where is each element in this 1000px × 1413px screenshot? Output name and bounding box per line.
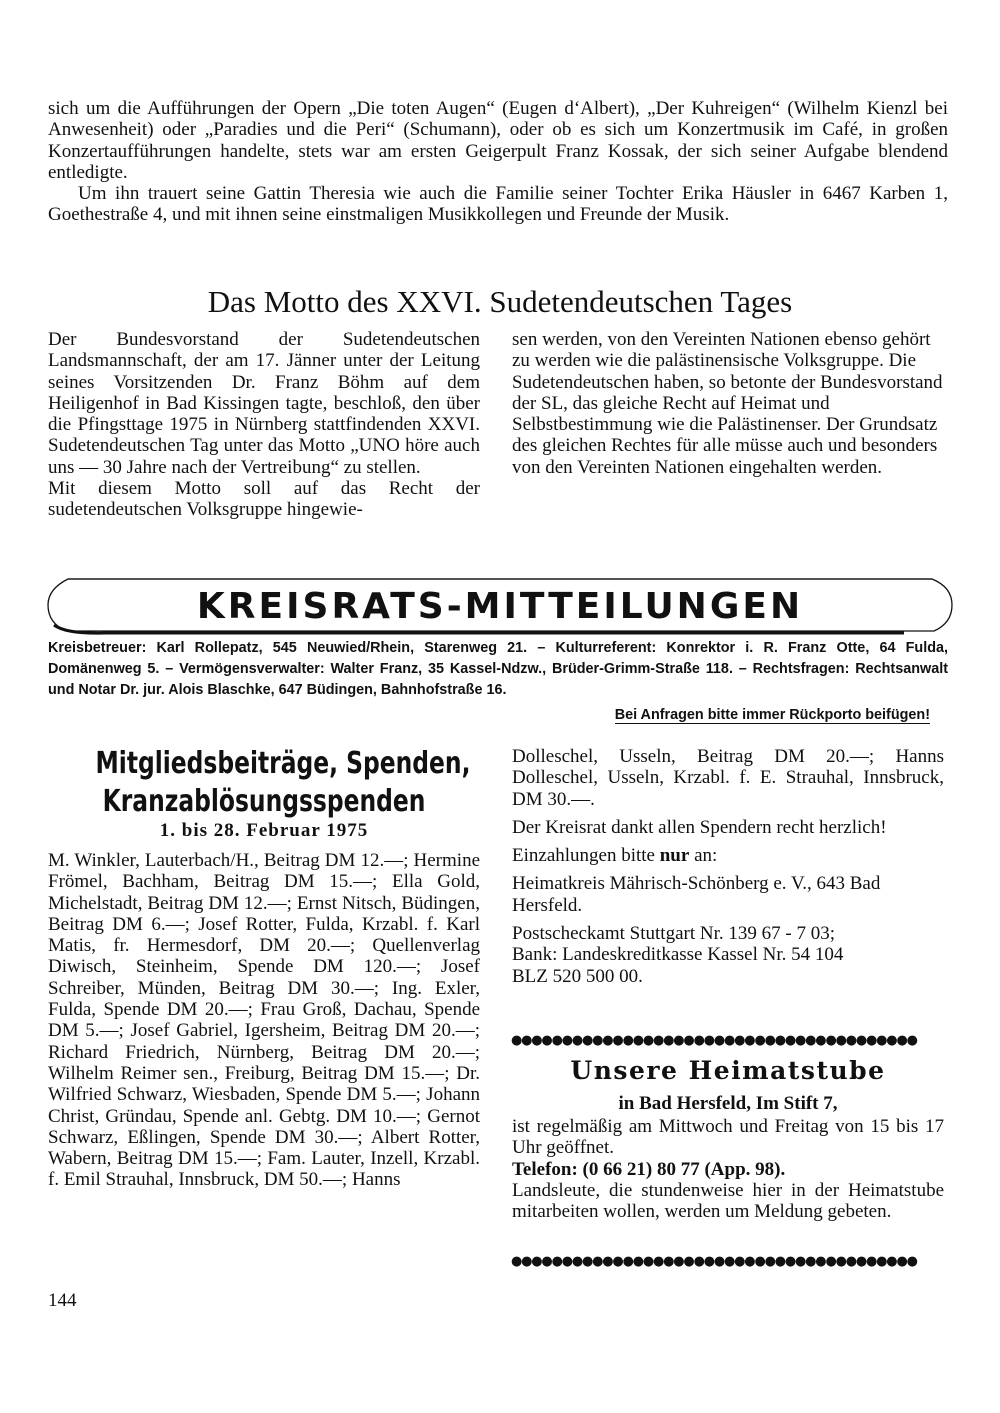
- motto-column-left: [48, 329, 480, 521]
- intro-paragraph: Um ihn trauert seine Gattin Theresia wie auch die Familie seiner Tochter Erika Häusler in 6467 Karben 1, Goethestraße 4, und mit ihnen seine einstmaligen Musikkollegen und Freunde der Musik.: [48, 183, 948, 226]
- dot-divider: ●●●●●●●●●●●●●●●●●●●●●●●●●●●●●●●●●●●●●●●●: [511, 1255, 917, 1269]
- intro-paragraph: sich um die Aufführungen der Opern „Die toten Augen“ (Eugen d‘Albert), „Der Kuhreigen“ (Wilhelm Kienzl bei Anwesenheit) oder „Paradies und die Peri“ (Schumann), oder ob es sich um Konzertmusik im Café, in großen Konzertaufführungen handelte, stets war am ersten Geigerpult Franz Kossak, der sich seiner Aufgabe blendend entledigte.: [48, 98, 948, 183]
- banner-contact-info: Kreisbetreuer: Karl Rollepatz, 545 Neuwied/Rhein, Starenweg 21. – Kulturreferent: Konrektor i. R. Franz Otte, 64 Fulda, Domänenweg 5. – Vermögensverwalter: Walter Franz, 35 Kassel-Ndzw., Brüder-Grimm-Straße 118. – Rechtsfragen: Rechtsanwalt und Notar Dr. jur. Alois Blaschke, 647 Büdingen, Bahnhofstraße 16.: [48, 640, 948, 698]
- motto-heading: Das Motto des XXVI. Sudetendeutschen Tages: [207, 284, 793, 319]
- donations-continued: [512, 746, 944, 987]
- heimatstube-heading: Unsere Heimatstube: [570, 1056, 886, 1085]
- donors-list: M. Winkler, Lauterbach/H., Beitrag DM 12.—; Hermine Frömel, Bachham, Beitrag DM 15.—; Ella Gold, Michelstadt, Beitrag DM 12.—; Ernst Nitsch, Büdingen, Beitrag DM 6.—; Josef Rotter, Fulda, Krzabl. f. Karl Matis, fr. Hermesdorf, DM 20.—; Quellenverlag Diwisch, Steinheim, Spende DM 120.—; Josef Schreiber, Münden, Beitrag DM 30.—; Ing. Exler, Fulda, Spende DM 20.—; Frau Groß, Dachau, Spende DM 5.—; Josef Gabriel, Igersheim, Beitrag DM 20.—; Richard Friedrich, Nürnberg, Beitrag DM 20.—; Wilhelm Reimer sen., Freiburg, Beitrag DM 15.—; Dr. Wilfried Schwarz, Wiesbaden, Spende DM 5.—; Johann Christ, Gründau, Spende anl. Gebtg. DM 10.—; Gernot Schwarz, Eßlingen, Spende DM 30.—; Albert Rotter, Wabern, Beitrag DM 15.—; Fam. Lauter, Inzell, Krzabl. f. Emil Strauhal, Innsbruck, DM 50.—; Hanns: [48, 850, 480, 1191]
- dot-divider: ●●●●●●●●●●●●●●●●●●●●●●●●●●●●●●●●●●●●●●●●: [511, 1034, 917, 1048]
- intro-text: [48, 98, 948, 226]
- donors-continued: Dolleschel, Usseln, Beitrag DM 20.—; Hanns Dolleschel, Usseln, Krzabl. f. E. Strauhal, Innsbruck, DM 30.—.: [512, 746, 944, 810]
- heimatstube-body: [512, 1116, 944, 1222]
- banner-note-text: Bei Anfragen bitte immer Rückporto beifügen!: [614, 707, 930, 723]
- heimatstube-phone: Telefon: (0 66 21) 80 77 (App. 98).: [512, 1158, 786, 1180]
- page-number: 144: [48, 1290, 77, 1311]
- donations-date-range: 1. bis 28. Februar 1975: [159, 820, 369, 841]
- payment-intro: Einzahlungen bitte nur an:: [512, 845, 718, 867]
- heimatstube-hours: ist regelmäßig am Mittwoch und Freitag von 15 bis 17 Uhr geöffnet.: [512, 1116, 944, 1159]
- heimatstube-location: in Bad Hersfeld, Im Stift 7,: [618, 1093, 838, 1114]
- motto-paragraph: Mit diesem Motto soll auf das Recht der sudetendeutschen Volksgruppe hingewie-: [48, 478, 480, 521]
- motto-column-right: [512, 329, 944, 478]
- bank-code: BLZ 520 500 00.: [512, 965, 643, 987]
- motto-paragraph: Der Bundesvorstand der Sudetendeutschen Landsmannschaft, der am 17. Jänner unter der Leitung seines Vorsitzenden Dr. Franz Böhm auf dem Heiligenhof in Bad Kissingen tagte, beschloß, den über die Pfingsttage 1975 in Nürnberg stattfindenden XXVI. Sudetendeutschen Tag unter das Motto „UNO höre auch uns — 30 Jahre nach der Vertreibung“ zu stellen.: [48, 329, 480, 478]
- banner-note: [48, 705, 930, 725]
- donations-heading-line: Kranzablösungsspenden: [102, 784, 426, 819]
- postscheck-account: Postscheckamt Stuttgart Nr. 139 67 - 7 03;: [512, 923, 835, 945]
- motto-paragraph: sen werden, von den Vereinten Nationen ebenso gehört zu werden wie die palästinensische Volksgruppe. Die Sudetendeutschen haben, so betonte der Bundesvorstand der SL, das gleiche Recht auf Heimat und Selbstbestimmung wie die Palästinenser. Der Grundsatz des gleichen Rechtes für alle müsse auch und besonders von den Vereinten Nationen eingehalten werden.: [512, 329, 943, 478]
- bank-account: Bank: Landeskreditkasse Kassel Nr. 54 104: [512, 944, 844, 966]
- thanks-note: Der Kreisrat dankt allen Spendern recht herzlich!: [512, 816, 887, 838]
- donations-heading-line: Mitgliedsbeiträge, Spenden,: [95, 746, 471, 781]
- payment-recipient: Heimatkreis Mährisch-Schönberg e. V., 643 Bad Hersfeld.: [512, 873, 881, 916]
- heimatstube-appeal: Landsleute, die stundenweise hier in der Heimatstube mitarbeiten wollen, werden um Meldung gebeten.: [512, 1179, 944, 1223]
- banner-title: KREISRATS-MITTEILUNGEN: [196, 586, 804, 627]
- donations-heading: [95, 745, 471, 821]
